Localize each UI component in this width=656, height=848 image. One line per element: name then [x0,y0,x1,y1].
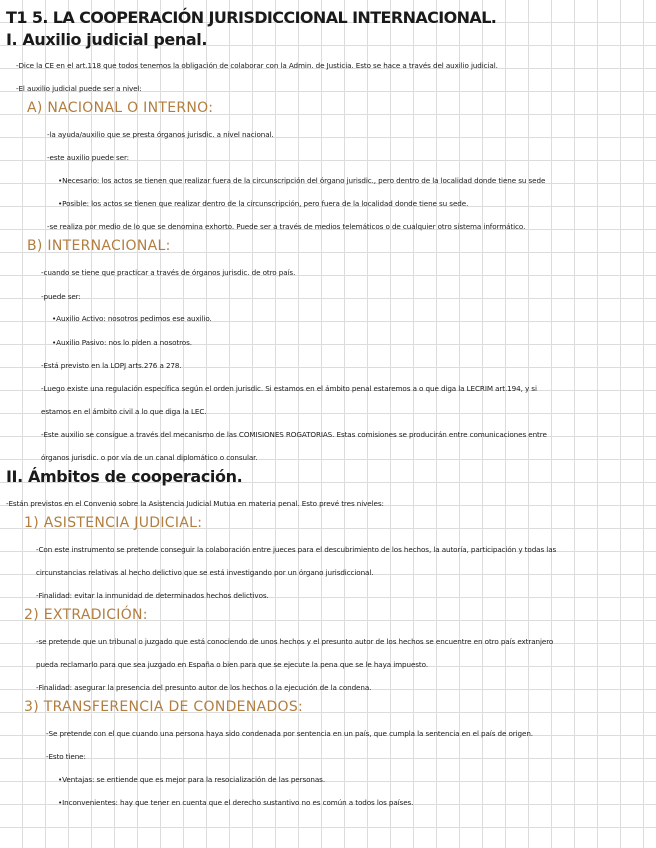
bullet-item: •Inconvenientes: hay que tener en cuenta que el derecho sustantivo no es común a todos los países. [58,798,414,807]
bullet-item: •Auxilio Pasivo: nos lo piden a nosotros. [52,338,192,347]
list-item: -se realiza por medio de lo que se denomina exhorto. Puede ser a través de medios telemáticos o de cualquier otro sistema informático. [47,222,526,231]
page-title: T1 5. LA COOPERACIÓN JURISDICCIONAL INTERNACIONAL. [6,8,497,27]
paragraph: -Están previstos en el Convenio sobre la Asistencia Judicial Mutua en materia penal. Esto prevé tres niveles: [6,499,384,508]
list-item: -Se pretende con el que cuando una persona haya sido condenada por sentencia en un país, que cumpla la sentencia en el país de origen. [46,729,533,738]
list-item: -Finalidad: asegurar la presencia del presunto autor de los hechos o la ejecución de la condena. [36,683,372,692]
section-heading-ambitos: II. Ámbitos de cooperación. [6,467,243,486]
list-item: -este auxilio puede ser: [47,153,129,162]
list-item-continuation: pueda reclamarlo para que sea juzgado en España o bien para que se ejecute la pena que se le haya impuesto. [36,660,429,669]
list-item: -Está previsto en la LOPJ arts.276 a 278. [41,361,182,370]
bullet-item: •Auxilio Activo: nosotros pedimos ese auxilio. [52,314,212,323]
subsection-heading-asistencia: 1) ASISTENCIA JUDICIAL: [24,515,203,531]
list-item: -puede ser: [41,292,81,301]
list-item: -la ayuda/auxilio que se presta órganos jurisdic. a nivel nacional. [47,130,274,139]
subsection-heading-nacional: A) NACIONAL O INTERNO: [27,100,214,116]
bullet-item: •Ventajas: se entiende que es mejor para la resocialización de las personas. [58,775,326,784]
list-item: -se pretende que un tribunal o juzgado que está conociendo de unos hechos y el presunto autor de los hechos se encuentre en otro país extranjero [36,637,554,646]
section-heading-auxilio: I. Auxilio judicial penal. [6,30,207,49]
bullet-item: •Posible: los actos se tienen que realizar dentro de la circunscripción, pero fuera de la localidad donde tiene su sede. [58,199,469,208]
subsection-heading-extradicion: 2) EXTRADICIÓN: [24,607,148,623]
list-item-continuation: órganos jurisdic. o por vía de un canal diplomático o consular. [41,453,258,462]
list-item: -cuando se tiene que practicar a través de órganos jurisdic. de otro país. [41,268,296,277]
list-item-continuation: estamos en el ámbito civil a lo que diga la LEC. [41,407,207,416]
list-item: -Luego existe una regulación específica según el orden jurisdic. Si estamos en el ámbito penal estaremos a o que diga la LECRIM art.194, y si [41,384,537,393]
paragraph: -El auxilio judicial puede ser a nivel: [16,84,142,93]
list-item: -Finalidad: evitar la inmunidad de determinados hechos delictivos. [36,591,269,600]
bullet-item: •Necesario: los actos se tienen que realizar fuera de la circunscripción del órgano jurisdic., pero dentro de la localidad donde tiene su sede [58,176,546,185]
paragraph: -Dice la CE en el art.118 que todos tenemos la obligación de colaborar con la Admin. de Justicia. Esto se hace a través del auxilio judicial. [16,61,498,70]
list-item-continuation: circunstancias relativas al hecho delictivo que se está investigando por un órgano jurisdiccional. [36,568,374,577]
list-item: -Con este instrumento se pretende conseguir la colaboración entre jueces para el descubrimiento de los hechos, la autoría, participación y todas las [36,545,557,554]
list-item: -Este auxilio se consigue a través del mecanismo de las COMISIONES ROGATORIAS. Estas comisiones se producirán entre comunicaciones entre [41,430,547,439]
list-item: -Esto tiene: [46,752,86,761]
subsection-heading-internacional: B) INTERNACIONAL: [27,238,171,254]
subsection-heading-transferencia: 3) TRANSFERENCIA DE CONDENADOS: [24,699,304,715]
